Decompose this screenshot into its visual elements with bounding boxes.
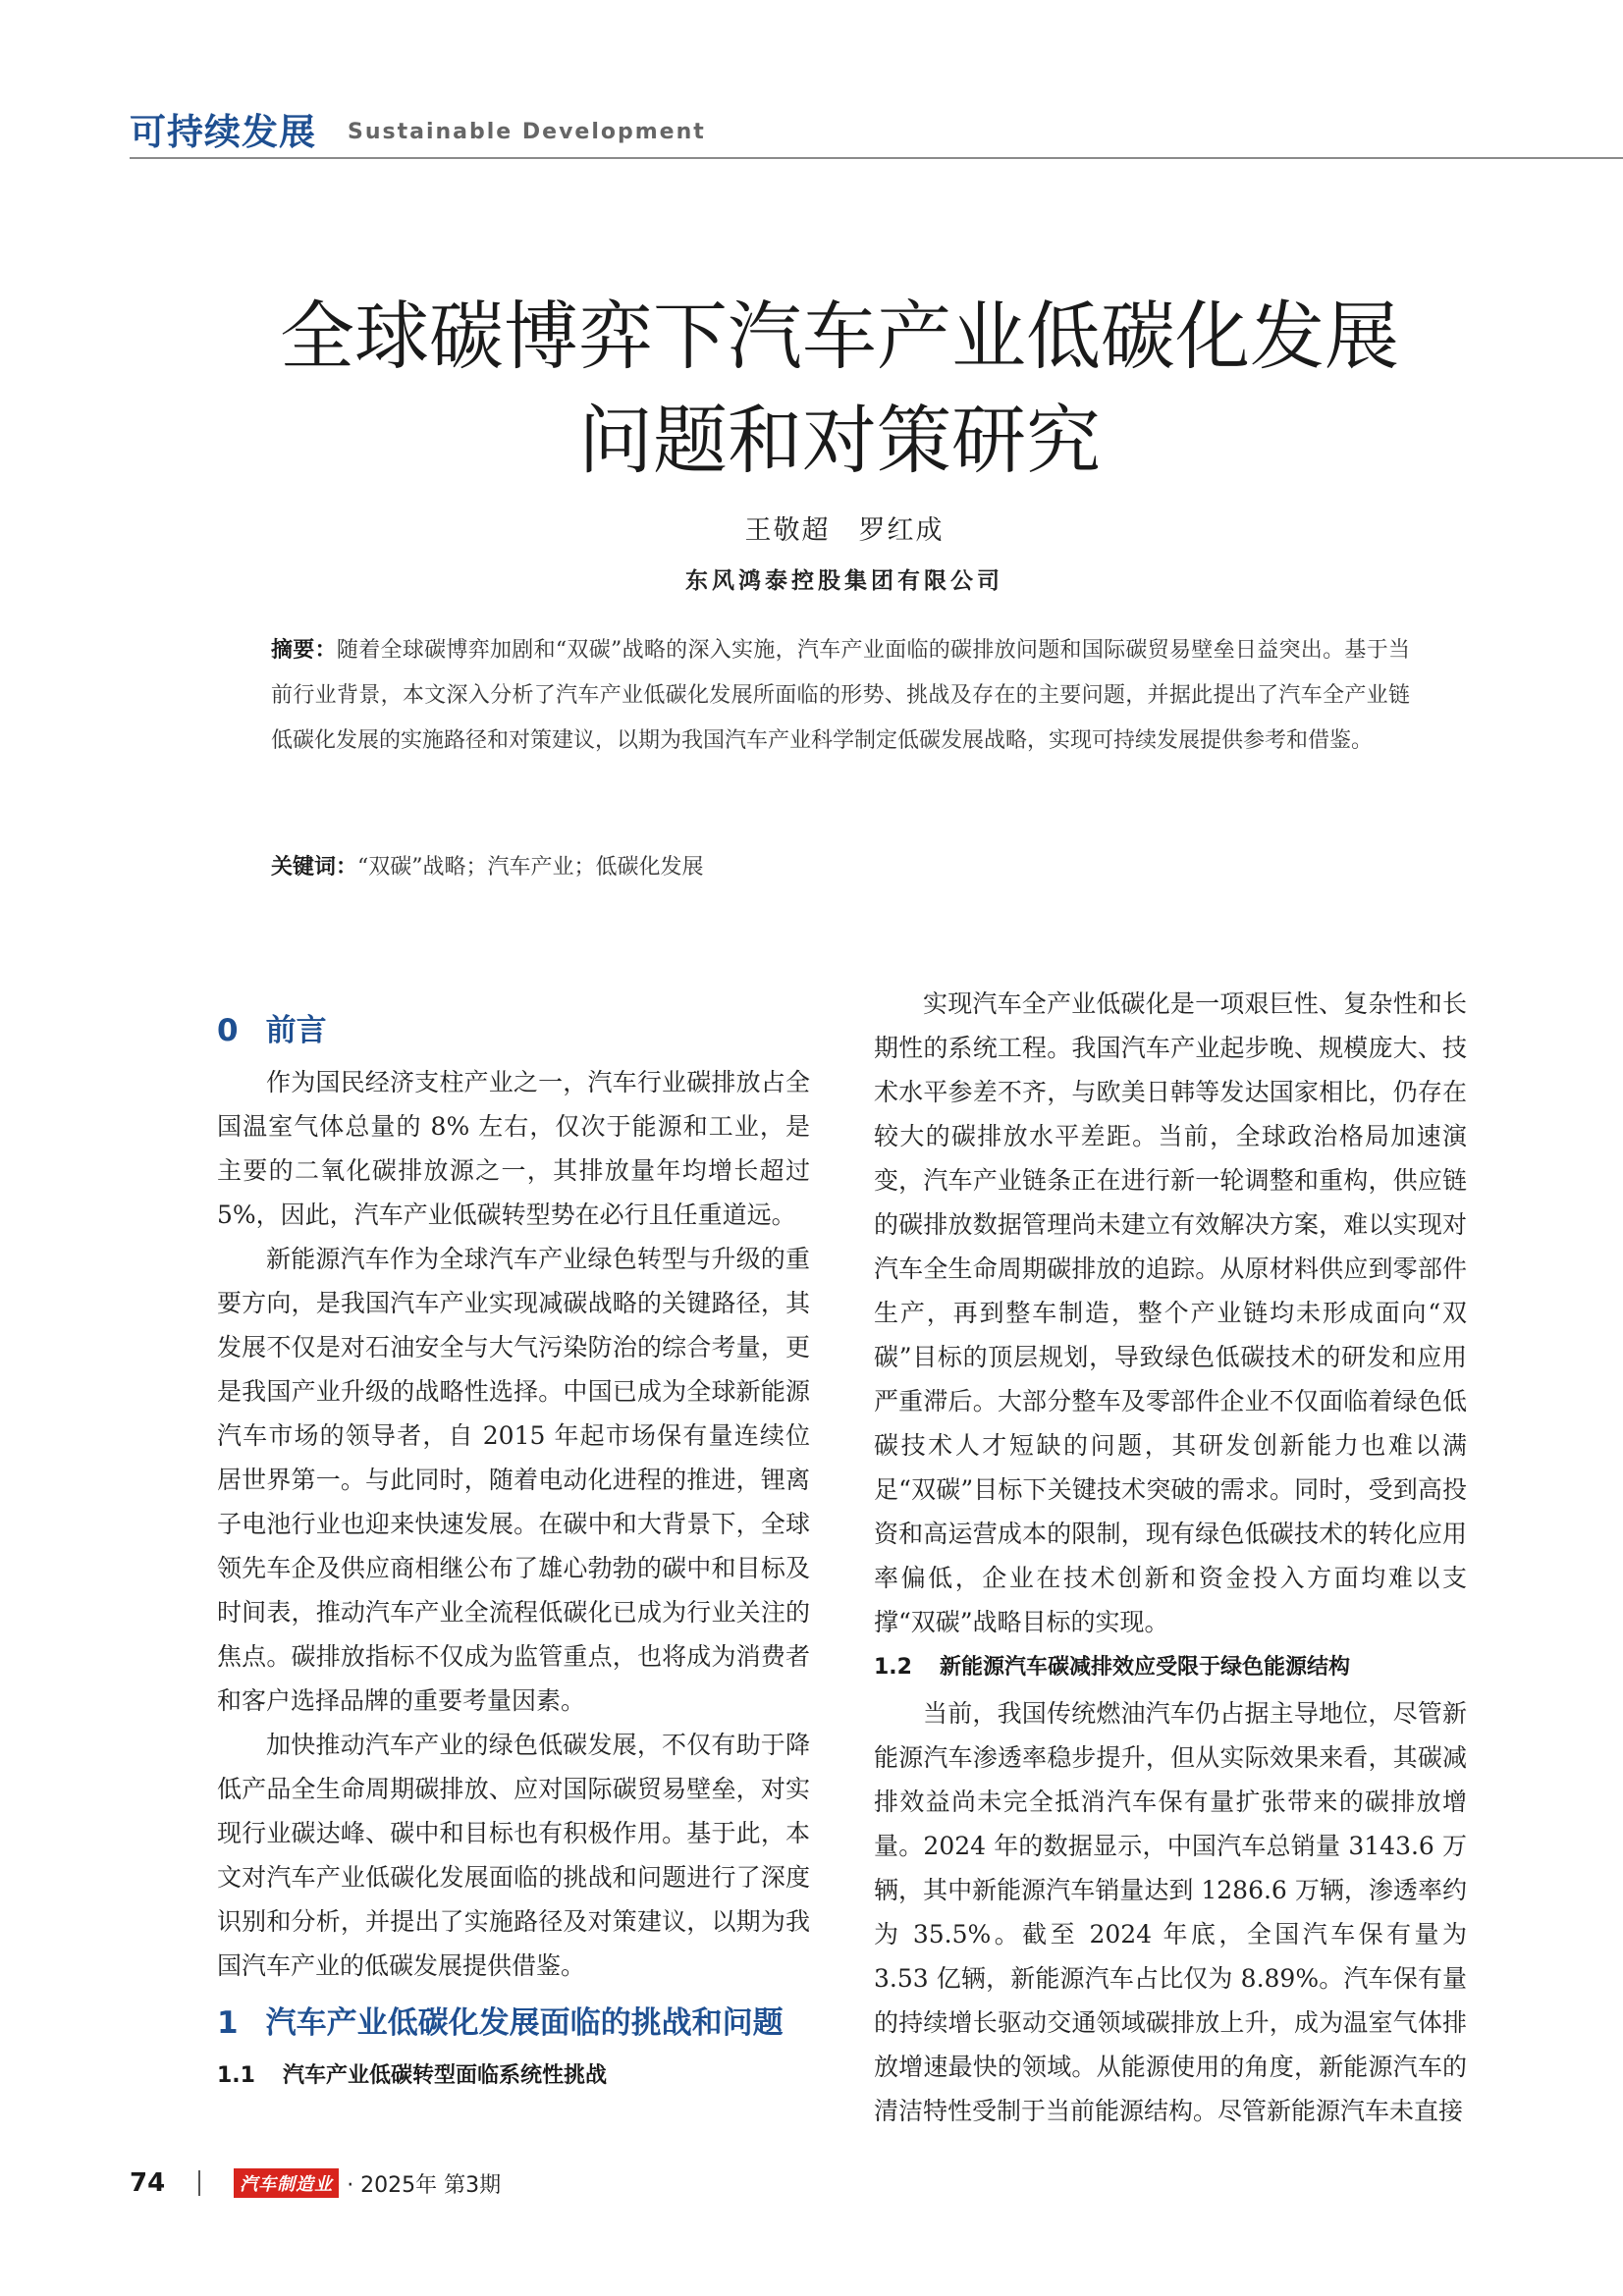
- section-title-cn: 可持续发展: [130, 111, 316, 153]
- subsection-title: 汽车产业低碳转型面临系统性挑战: [282, 2063, 607, 2088]
- paragraph: 当前，我国传统燃油汽车仍占据主导地位，尽管新能源汽车渗透率稳步提升，但从实际效果来看，其碳减排效益尚未完全抵消汽车保有量扩张带来的碳排放增量。2024 年的数据显示，中国汽车总销量 3143.6 万辆，其中新能源汽车销量达到 1286.6 万辆，渗透率约为 35.5%。截至 2024 年底，全国汽车保有量为 3.53 亿辆，新能源汽车占比仅为 8.89%。汽车保有量的持续增长驱动交通领域碳排放上升，成为温室气体排放增速最快的领域。从能源使用的角度，新能源汽车的清洁特性受制于当前能源结构。尽管新能源汽车未直接: [874, 1699, 1467, 2125]
- paragraph: 作为国民经济支柱产业之一，汽车行业碳排放占全国温室气体总量的 8% 左右，仅次于能源和工业，是主要的二氧化碳排放源之一，其排放量年均增长超过 5%，因此，汽车产业低碳转型势在必行且任重道远。: [217, 1068, 810, 1229]
- paragraph: 新能源汽车作为全球汽车产业绿色转型与升级的重要方向，是我国汽车产业实现减碳战略的关键路径，其发展不仅是对石油安全与大气污染防治的综合考量，更是我国产业升级的战略性选择。中国已成为全球新能源汽车市场的领导者，自 2015 年起市场保有量连续位居世界第一。与此同时，随着电动化进程的推进，锂离子电池行业也迎来快速发展。在碳中和大背景下，全球领先车企及供应商相继公布了雄心勃勃的碳中和目标及时间表，推动汽车产业全流程低碳化已成为行业关注的焦点。碳排放指标不仅成为监管重点，也将成为消费者和客户选择品牌的重要考量因素。: [217, 1245, 810, 1715]
- page-number: 74: [130, 2168, 166, 2198]
- magazine-logo: 汽车制造业: [234, 2168, 339, 2198]
- affiliation: 东风鸿泰控股集团有限公司: [685, 567, 1003, 594]
- article-title-line-2: 问题和对策研究: [578, 397, 1101, 484]
- page-footer: [130, 2163, 501, 2203]
- abstract: [271, 628, 1410, 764]
- section-heading-1: [217, 1994, 810, 2053]
- authors: 王敬超 罗红成: [744, 515, 945, 546]
- section-number: 1: [217, 2005, 239, 2041]
- keywords: [271, 848, 1410, 887]
- subsection-number: 1.1: [217, 2063, 255, 2088]
- running-header: [130, 102, 1623, 159]
- section-number: 0: [217, 1013, 239, 1048]
- footer-divider: [198, 2170, 200, 2196]
- article-title: [128, 285, 1551, 493]
- section-title-en: Sustainable Development: [348, 120, 706, 144]
- subsection-title: 新能源汽车碳减排效应受限于绿色能源结构: [939, 1655, 1350, 1680]
- right-column: [874, 982, 1467, 2133]
- section-heading-0: [217, 1001, 810, 1060]
- article-title-line-1: 全球碳博弈下汽车产业低碳化发展: [280, 293, 1399, 380]
- section-title: 汽车产业低碳化发展面临的挑战和问题: [265, 2005, 784, 2041]
- keywords-label: 关键词：: [271, 855, 358, 880]
- paragraph: 实现汽车全产业低碳化是一项艰巨性、复杂性和长期性的系统工程。我国汽车产业起步晚、规模庞大、技术水平参差不齐，与欧美日韩等发达国家相比，仍存在较大的碳排放水平差距。当前，全球政治格局加速演变，汽车产业链条正在进行新一轮调整和重构，供应链的碳排放数据管理尚未建立有效解决方案，难以实现对汽车全生命周期碳排放的追踪。从原材料供应到零部件生产，再到整车制造，整个产业链均未形成面向“双碳”目标的顶层规划，导致绿色低碳技术的研发和应用严重滞后。大部分整车及零部件企业不仅面临着绿色低碳技术人才短缺的问题，其研发创新能力也难以满足“双碳”目标下关键技术突破的需求。同时，受到高投资和高运营成本的限制，现有绿色低碳技术的转化应用率偏低，企业在技术创新和资金投入方面均难以支撑“双碳”战略目标的实现。: [874, 989, 1467, 1636]
- paragraph: 加快推动汽车产业的绿色低碳发展，不仅有助于降低产品全生命周期碳排放、应对国际碳贸易壁垒，对实现行业碳达峰、碳中和目标也有积极作用。基于此，本文对汽车产业低碳化发展面临的挑战和问题进行了深度识别和分析，并提出了实施路径及对策建议，以期为我国汽车产业的低碳发展提供借鉴。: [217, 1731, 810, 1980]
- keywords-text: “双碳”战略；汽车产业；低碳化发展: [357, 855, 704, 880]
- abstract-label: 摘要：: [271, 638, 337, 663]
- section-title: 前言: [265, 1013, 327, 1048]
- subsection-heading-1-2: [874, 1644, 1467, 1691]
- abstract-text: 随着全球碳博弈加剧和“双碳”战略的深入实施，汽车产业面临的碳排放问题和国际碳贸易壁垒日益突出。基于当前行业背景，本文深入分析了汽车产业低碳化发展所面临的形势、挑战及存在的主要问题，并据此提出了汽车全产业链低碳化发展的实施路径和对策建议，以期为我国汽车产业科学制定低碳发展战略，实现可持续发展提供参考和借鉴。: [271, 638, 1410, 753]
- issue-info: · 2025年 第3期: [347, 2172, 502, 2198]
- left-column: [217, 1001, 810, 2100]
- subsection-number: 1.2: [874, 1655, 912, 1680]
- subsection-heading-1-1: [217, 2053, 810, 2100]
